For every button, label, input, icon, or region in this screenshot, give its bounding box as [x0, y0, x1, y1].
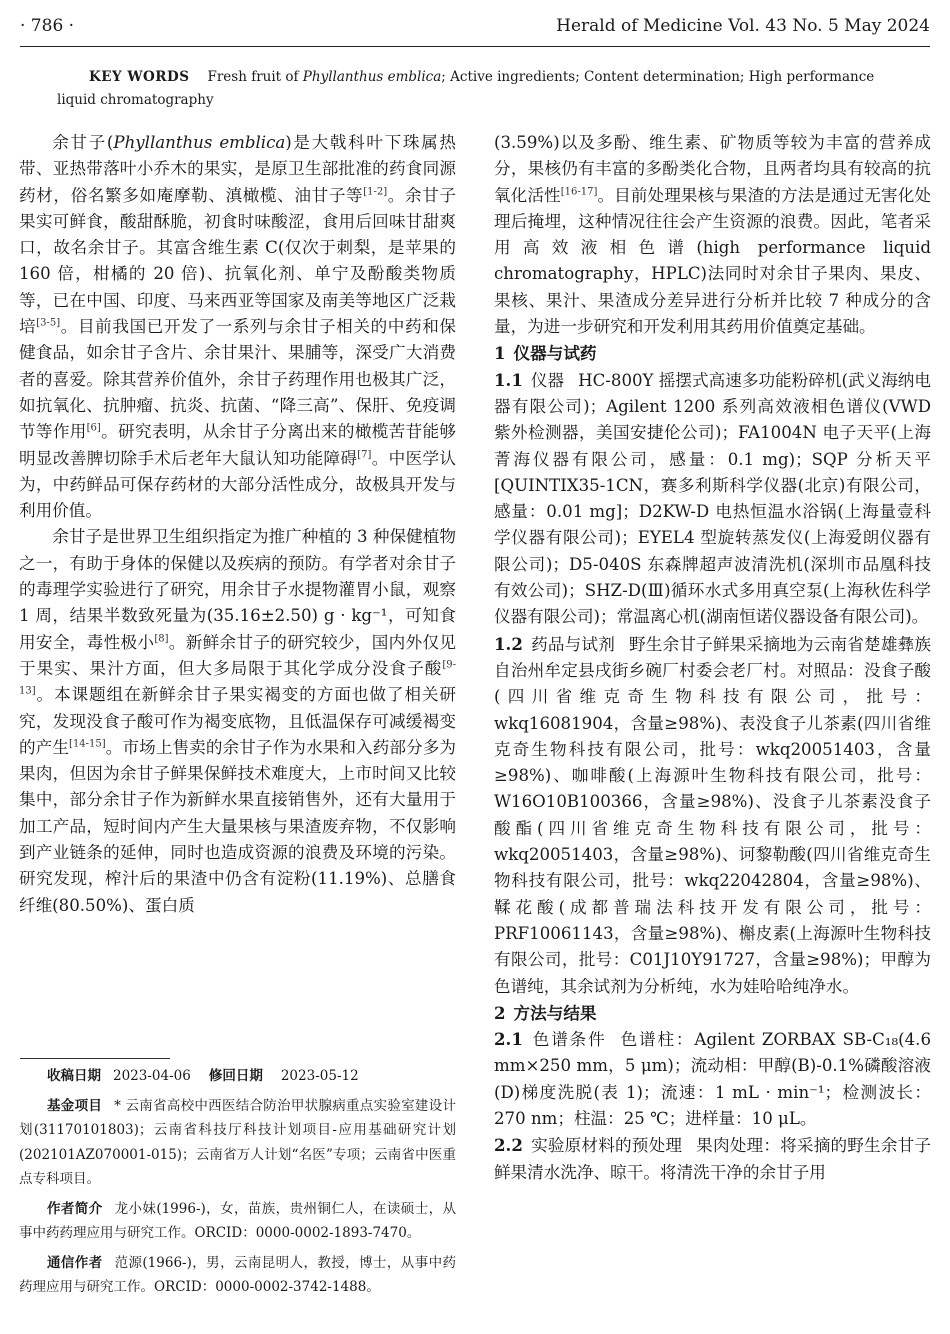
section-2-1: 2.1 色谱条件 色谱柱：Agilent ZORBAX SB-C₁₈(4.6 mm×250 mm，5 μm)；流动相：甲醇(B)-0.1%磷酸溶液(D)梯度洗脱(表 1)；流速：1 mL · min⁻¹；检测波长：270 nm；柱温：25 ℃；进样量：10 μL。 — [494, 1029, 932, 1128]
intro-paragraph-continued: (3.59%)以及多酚、维生素、矿物质等较为丰富的营养成分，果核仍有丰富的多酚类化合物，且两者均具有较高的抗氧化活性[16-17]。目前处理果核与果渣的方法是通过无害化处理后掩埋，这种情况往往会产生资源的浪费。因此，笔者采用高效液相色谱(high performance liquid chromatography，HPLC)法同时对余甘子果肉、果皮、果核、果汁、果渣成分差异进行分析并比较 7 种成分的含量，为进一步研究和开发利用其药用价值奠定基础。 — [494, 133, 932, 337]
section-heading-2: 2 方法与结果 — [494, 1002, 597, 1023]
section-heading-1: 1 仪器与试药 — [494, 343, 597, 364]
footnote-rule — [20, 1058, 170, 1059]
intro-paragraph-1: 余甘子(Phyllanthus emblica)是大戟科叶下珠属热带、亚热带落叶小乔木的果实，是原卫生部批准的药食同源药材，俗名繁多如庵摩勒、滇橄榄、油甘子等[1-2]。余甘子果实可鲜食，酸甜酥脆，初食时味酸涩，食用后回味甘甜爽口，故名余甘子。其富含维生素 C(仅次于刺梨，是苹果的 160 倍，柑橘的 20 倍)、抗氧化剂、单宁及酚酸类物质等，已在中国、印度、马来西亚等国家及南美等地区广泛栽培[3-5]。目前我国已开发了一系列与余甘子相关的中药和保健食品，如余甘子含片、余甘果汁、果脯等，深受广大消费者的喜爱。除其营养价值外，余甘子药理作用也极其广泛，如抗氧化、抗肿瘤、抗炎、抗菌、“降三高”、保肝、免疫调节等作用[6]。研究表明，从余甘子分离出来的橄榄苦苷能够明显改善脾切除手术后老年大鼠认知功能障碍[7]。中医学认为，中药鲜品可保存药材的大部分活性成分，故极具开发与利用价值。 — [19, 133, 457, 521]
citation-ref: [16-17] — [560, 186, 598, 198]
keywords-latin-name: Phyllanthus emblica — [302, 69, 442, 85]
citation-ref: [9-13] — [19, 659, 456, 697]
left-column — [19, 130, 456, 919]
section-1-1: 1.1 仪器 HC-800Y 摇摆式高速多功能粉碎机(武义海纳电器有限公司)；Agilent 1200 系列高效液相色谱仪(VWD 紫外检测器，美国安捷伦公司)；FA1004N 电子天平(上海菁海仪器有限公司，感量：0.1 mg)；SQP 分析天平[QUINTIX35-1CN，赛多利斯科学仪器(北京)有限公司，感量：0.01 mg]；D2KW-D 电热恒温水浴锅(上海量壹科学仪器有限公司)；EYEL4 型旋转蒸发仪(上海爱朗仪器有限公司)；D5-040S 东森牌超声波清洗机(深圳市品凰科技有效公司)；SHZ-D(Ⅲ)循环水式多用真空泵(上海秋佐科学仪器有限公司)；常温离心机(湖南恒诺仪器设备有限公司)。 — [494, 369, 931, 627]
keywords-text-pre: Fresh fruit of — [207, 69, 303, 85]
footnote-corresponding: 通信作者 范源(1966-)，男，云南昆明人，教授，博士，从事中药药理应用与研究工作。ORCID：0000-0002-3742-1488。 — [19, 1254, 456, 1295]
section-1-2: 1.2 药品与试剂 野生余甘子鲜果采摘地为云南省楚雄彝族自治州牟定县戌街乡碗厂村委会老厂村。对照品：没食子酸(四川省维克奇生物科技有限公司，批号：wkq16081904，含量≥98%)、表没食子儿茶素(四川省维克奇生物科技有限公司，批号：wkq20051403，含量≥98%)、咖啡酸(上海源叶生物科技有限公司，批号：W16O10B100366，含量≥98%)、没食子儿茶素没食子酸酯(四川省维克奇生物科技有限公司，批号：wkq20051403，含量≥98%)、诃黎勒酸(四川省维克奇生物科技有限公司，批号：wkq22042804，含量≥98%)、鞣花酸(成都普瑞法科技开发有限公司，批号：PRF10061143，含量≥98%)、槲皮素(上海源叶生物科技有限公司，批号：C01J10Y91727，含量≥98%)；甲醇为色谱纯，其余试剂为分析纯，水为娃哈哈纯净水。 — [494, 633, 932, 996]
footnote-author: 作者简介 龙小妹(1996-)，女，苗族，贵州铜仁人，在读硕士，从事中药药理应用与研究工作。ORCID：0000-0002-1893-7470。 — [19, 1200, 456, 1241]
intro-paragraph-2: 余甘子是世界卫生组织指定为推广种植的 3 种保健植物之一，有助于身体的保健以及疾病的预防。有学者对余甘子的毒理学实验进行了研究，用余甘子水提物灌胃小鼠，观察 1 周，结果半数致死量为(35.16±2.50) g · kg⁻¹，可知食用安全，毒性极小[8]。新鲜余甘子的研究较少，国内外仅见于果实、果汁方面，但大多局限于其化学成分没食子酸[9-13]。本课题组在新鲜余甘子果实褐变的方面也做了相关研究，发现没食子酸可作为褐变底物，且低温保存可减缓褐变的产生[14-15]。市场上售卖的余甘子作为水果和入药部分多为果肉，但因为余甘子鲜果保鲜技术难度大，上市时间又比较集中，部分余甘子作为新鲜水果直接销售外，还有大量用于加工产品，短时间内产生大量果核与果渣废弃物，不仅影响到产业链条的延伸，同时也造成资源的浪费及环境的污染。研究发现，榨汁后的果渣中仍含有淀粉(11.19%)、总膳食纤维(80.50%)、蛋白质 — [19, 527, 457, 915]
header-rule — [20, 46, 930, 47]
right-column — [494, 130, 931, 1186]
page-number: · 786 · — [20, 16, 75, 36]
citation-ref: [14-15] — [69, 738, 106, 750]
footnote-dates: 收稿日期 2023-04-06 修回日期 2023-05-12 — [47, 1068, 359, 1084]
keywords-label: KEY WORDS — [89, 69, 190, 85]
citation-ref: [6] — [86, 422, 101, 434]
keywords-text-post: ; Active ingredients; Content determination; High performance liquid chromatography — [57, 69, 875, 108]
citation-ref: [7] — [357, 449, 372, 461]
footnote-fund: 基金项目 * 云南省高校中西医结合防治甲状腺病重点实验室建设计划(31170101803)；云南省科技厅科技计划项目-应用基础研究计划(202101AZ070001-015)；云南省万人计划“名医”专项；云南省中医重点专科项目。 — [19, 1097, 456, 1187]
journal-citation: Herald of Medicine Vol. 43 No. 5 May 2024 — [556, 16, 930, 36]
running-header — [20, 16, 930, 42]
section-2-2: 2.2 实验原材料的预处理 果肉处理：将采摘的野生余甘子鲜果清水洗净、晾干。将清洗干净的余甘子用 — [494, 1135, 932, 1182]
citation-ref: [1-2] — [363, 186, 388, 198]
citation-ref: [8] — [154, 633, 169, 645]
keywords — [57, 66, 917, 112]
footnotes — [19, 1064, 456, 1305]
citation-ref: [3-5] — [36, 317, 61, 329]
